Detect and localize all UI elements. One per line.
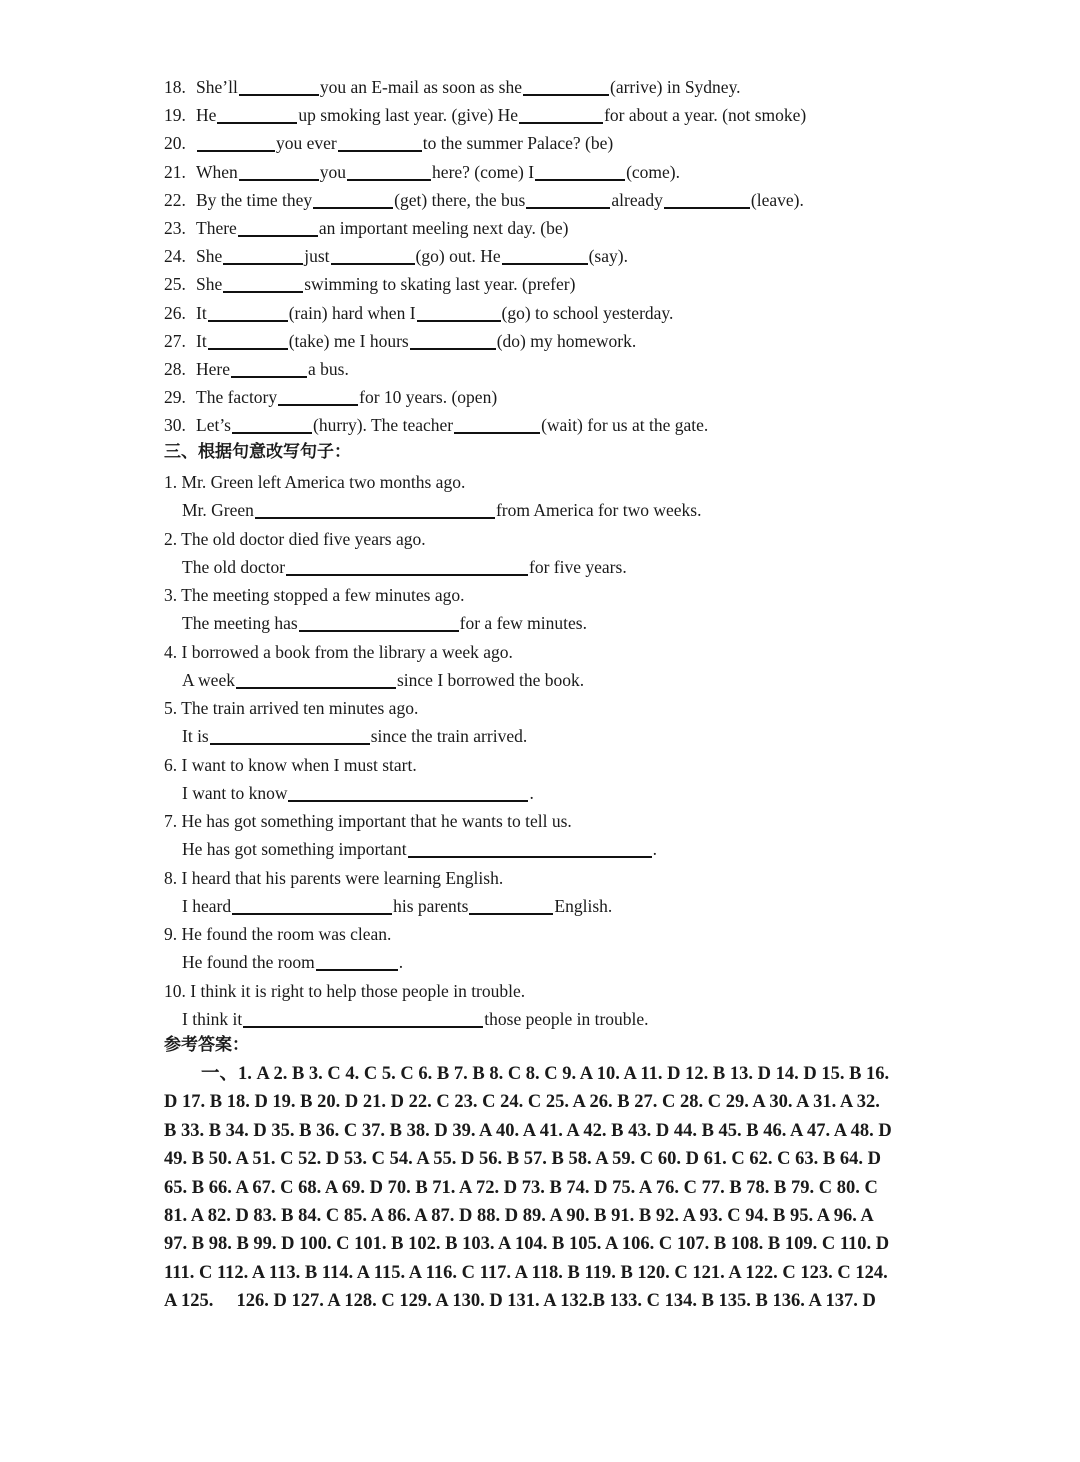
answer-blank[interactable]: [469, 895, 553, 915]
exercise-number: 18.: [164, 77, 186, 97]
answer-blank[interactable]: [210, 725, 370, 745]
rewrite-question: 8. I heard that his parents were learning English.: [164, 867, 504, 888]
sentence-text: He: [196, 105, 217, 126]
rewrite-answer-line: [182, 498, 702, 522]
answer-blank[interactable]: [232, 414, 312, 434]
exercise-number: 19.: [164, 105, 186, 126]
rewrite-answer-line: [182, 668, 584, 692]
sentence-text: (say).: [588, 246, 628, 267]
answer-key-line: B 33. B 34. D 35. B 36. C 37. B 38. D 39. A 40. A 41. A 42. B 43. D 44. B 45. B 46. A 47. A 48. D: [164, 1120, 892, 1141]
sentence-text: (go) out. He: [415, 246, 501, 267]
sentence-text: English.: [554, 895, 613, 916]
sentence-text: a bus.: [308, 359, 349, 379]
answer-blank[interactable]: [286, 556, 528, 576]
answer-blank[interactable]: [239, 76, 319, 96]
answer-key-line: 49. B 50. A 51. C 52. D 53. C 54. A 55. D 56. B 57. B 58. A 59. C 60. D 61. C 62. C 63. B 64. D: [164, 1149, 881, 1170]
exercise-item: [164, 272, 575, 296]
rewrite-question: 6. I want to know when I must start.: [164, 754, 417, 775]
answer-blank[interactable]: [347, 161, 431, 181]
sentence-text: I want to know: [182, 782, 288, 803]
answer-blank[interactable]: [278, 386, 358, 406]
sentence-text: already: [611, 189, 663, 210]
sentence-text: By the time they: [196, 189, 313, 210]
rewrite-question: 3. The meeting stopped a few minutes ago.: [164, 585, 465, 605]
answer-blank[interactable]: [299, 612, 459, 632]
exercise-item: [164, 413, 708, 437]
exercise-number: 30.: [164, 415, 186, 436]
sentence-text: She: [196, 274, 223, 295]
rewrite-answer-line: [182, 555, 627, 579]
exercise-item: [164, 244, 628, 268]
exercise-number: 28.: [164, 359, 186, 379]
sentence-text: There: [196, 218, 237, 238]
answer-blank[interactable]: [410, 330, 496, 350]
sentence-text: She’ll: [196, 77, 238, 97]
exercise-number: 20.: [164, 133, 186, 154]
exercise-item: [164, 357, 349, 381]
answer-blank[interactable]: [217, 104, 297, 124]
answer-blank[interactable]: [255, 499, 495, 519]
exercise-number: 29.: [164, 387, 186, 408]
sentence-text: (do) my homework.: [496, 330, 637, 351]
answer-blank[interactable]: [238, 217, 318, 237]
rewrite-question: 7. He has got something important that he wants to tell us.: [164, 811, 572, 831]
exercise-item: [164, 301, 673, 325]
exercise-number: 25.: [164, 274, 186, 295]
sentence-text: just: [304, 246, 330, 267]
answer-blank[interactable]: [526, 189, 610, 209]
answer-key-line: 65. B 66. A 67. C 68. A 69. D 70. B 71. A 72. D 73. B 74. D 75. A 76. C 77. B 78. B 79. C 80. C: [164, 1177, 878, 1198]
answer-key-line: A 125. 126. D 127. A 128. C 129. A 130. D 131. A 132.B 133. C 134. B 135. B 136. A 137. D: [164, 1291, 876, 1312]
sentence-text: from America for two weeks.: [495, 500, 702, 520]
exercise-number: 22.: [164, 189, 186, 210]
sentence-text: It: [196, 302, 207, 323]
answer-blank[interactable]: [208, 302, 288, 322]
answer-blank[interactable]: [197, 132, 275, 152]
exercise-item: [164, 216, 568, 240]
exercise-item: [164, 188, 804, 212]
rewrite-question: 4. I borrowed a book from the library a week ago.: [164, 641, 513, 662]
sentence-text: (leave).: [750, 189, 804, 210]
exercise-number: 26.: [164, 302, 186, 323]
sentence-text: you ever: [276, 133, 337, 154]
answer-key-line: 81. A 82. D 83. B 84. C 85. A 86. A 87. D 88. D 89. A 90. B 91. B 92. A 93. C 94. B 95. A 96. A: [164, 1206, 874, 1227]
answer-blank[interactable]: [288, 782, 528, 802]
sentence-text: (take) me I hours: [288, 330, 409, 351]
sentence-text: It: [196, 330, 207, 351]
section3-heading: 三、根据句意改写句子：: [164, 442, 351, 462]
sentence-text: He has got something important: [182, 839, 407, 859]
rewrite-answer-line: [182, 950, 403, 974]
sentence-text: A week: [182, 669, 235, 690]
sentence-text: He found the room: [182, 952, 315, 972]
exercise-number: 24.: [164, 246, 186, 267]
answer-blank[interactable]: [232, 895, 392, 915]
sentence-text: Let’s: [196, 415, 231, 436]
exercise-number: 23.: [164, 218, 186, 238]
sentence-text: Mr. Green: [182, 500, 254, 520]
answer-blank[interactable]: [316, 951, 398, 971]
sentence-text: an important meeling next day. (be): [318, 218, 569, 238]
exercise-number: 21.: [164, 161, 186, 182]
rewrite-question: 1. Mr. Green left America two months ago.: [164, 472, 466, 492]
sentence-text: you: [319, 161, 347, 182]
sentence-text: The old doctor: [182, 556, 286, 577]
answer-key-line: 97. B 98. B 99. D 100. C 101. B 102. B 103. A 104. B 105. A 106. C 107. B 108. B 109. C 110. D: [164, 1234, 890, 1255]
exercise-item: [164, 160, 680, 184]
rewrite-answer-line: [182, 611, 587, 635]
exercise-item: [164, 131, 613, 155]
answer-blank[interactable]: [523, 76, 609, 96]
answer-blank[interactable]: [236, 669, 396, 689]
answer-blank[interactable]: [454, 414, 540, 434]
sentence-text: I heard: [182, 895, 232, 916]
answer-blank[interactable]: [338, 132, 422, 152]
answer-blank[interactable]: [208, 330, 288, 350]
sentence-text: When: [196, 161, 238, 182]
answer-blank[interactable]: [331, 245, 415, 265]
sentence-text: his parents: [393, 895, 469, 916]
rewrite-answer-line: [182, 1007, 649, 1031]
answer-blank[interactable]: [231, 358, 307, 378]
sentence-text: Here: [196, 359, 231, 379]
answers-heading: 参考答案：: [164, 1035, 249, 1055]
rewrite-answer-line: [182, 837, 657, 861]
rewrite-answer-line: [182, 724, 527, 748]
rewrite-answer-line: [182, 894, 612, 918]
answer-blank[interactable]: [243, 1008, 483, 1028]
sentence-text: .: [652, 839, 657, 859]
answer-blank[interactable]: [223, 273, 303, 293]
answer-blank[interactable]: [408, 838, 652, 858]
sentence-text: (get) there, the bus: [394, 189, 526, 210]
sentence-text: up smoking last year. (give) He: [298, 105, 519, 126]
answer-blank[interactable]: [417, 302, 501, 322]
sentence-text: for about a year. (not smoke): [604, 105, 807, 126]
sentence-text: here? (come) I: [432, 161, 535, 182]
answer-key-line: D 17. B 18. D 19. B 20. D 21. D 22. C 23. C 24. C 25. A 26. B 27. C 28. C 29. A 30. A 31. A 32.: [164, 1092, 880, 1113]
sentence-text: (rain) hard when I: [288, 302, 416, 323]
answer-blank[interactable]: [223, 245, 303, 265]
answer-key-line: 一、1. A 2. B 3. C 4. C 5. C 6. B 7. B 8. C 8. C 9. A 10. A 11. D 12. B 13. D 14. D 15. B 16.: [164, 1064, 890, 1084]
answer-key-line: 111. C 112. A 113. B 114. A 115. A 116. C 117. A 118. B 119. B 120. C 121. A 122. C 123. C 124.: [164, 1262, 888, 1283]
sentence-text: (wait) for us at the gate.: [541, 415, 709, 436]
sentence-text: for 10 years. (open): [359, 387, 498, 408]
exercise-number: 27.: [164, 330, 186, 351]
sentence-text: (go) to school yesterday.: [501, 302, 674, 323]
answer-blank[interactable]: [664, 189, 750, 209]
answer-blank[interactable]: [535, 161, 625, 181]
sentence-text: for a few minutes.: [459, 613, 587, 633]
sentence-text: since the train arrived.: [370, 726, 528, 746]
sentence-text: .: [529, 782, 534, 803]
exercise-item: [164, 329, 636, 353]
sentence-text: to the summer Palace? (be): [422, 133, 614, 154]
sentence-text: swimming to skating last year. (prefer): [304, 274, 576, 295]
sentence-text: (hurry). The teacher: [313, 415, 454, 436]
answer-blank[interactable]: [502, 245, 588, 265]
sentence-text: those people in trouble.: [484, 1008, 649, 1029]
rewrite-answer-line: [182, 781, 534, 805]
sentence-text: since I borrowed the book.: [396, 669, 585, 690]
answer-blank[interactable]: [313, 189, 393, 209]
exercise-item: [164, 385, 497, 409]
exercise-item: [164, 103, 806, 127]
rewrite-question: 10. I think it is right to help those people in trouble.: [164, 980, 526, 1001]
answer-blank[interactable]: [239, 161, 319, 181]
sentence-text: you an E-mail as soon as she: [319, 77, 522, 97]
sentence-text: .: [398, 952, 404, 972]
sentence-text: She: [196, 246, 223, 267]
answer-key: [164, 1060, 939, 1316]
rewrite-question: 2. The old doctor died five years ago.: [164, 528, 426, 549]
answer-blank[interactable]: [519, 104, 603, 124]
rewrite-question: 9. He found the room was clean.: [164, 924, 392, 944]
sentence-text: The meeting has: [182, 613, 298, 633]
sentence-text: I think it: [182, 1008, 243, 1029]
exercise-item: [164, 75, 741, 99]
sentence-text: (arrive) in Sydney.: [610, 77, 741, 97]
sentence-text: It is: [182, 726, 209, 746]
sentence-text: for five years.: [529, 556, 627, 577]
sentence-text: (come).: [626, 161, 680, 182]
sentence-text: The factory: [196, 387, 278, 408]
rewrite-question: 5. The train arrived ten minutes ago.: [164, 698, 419, 718]
